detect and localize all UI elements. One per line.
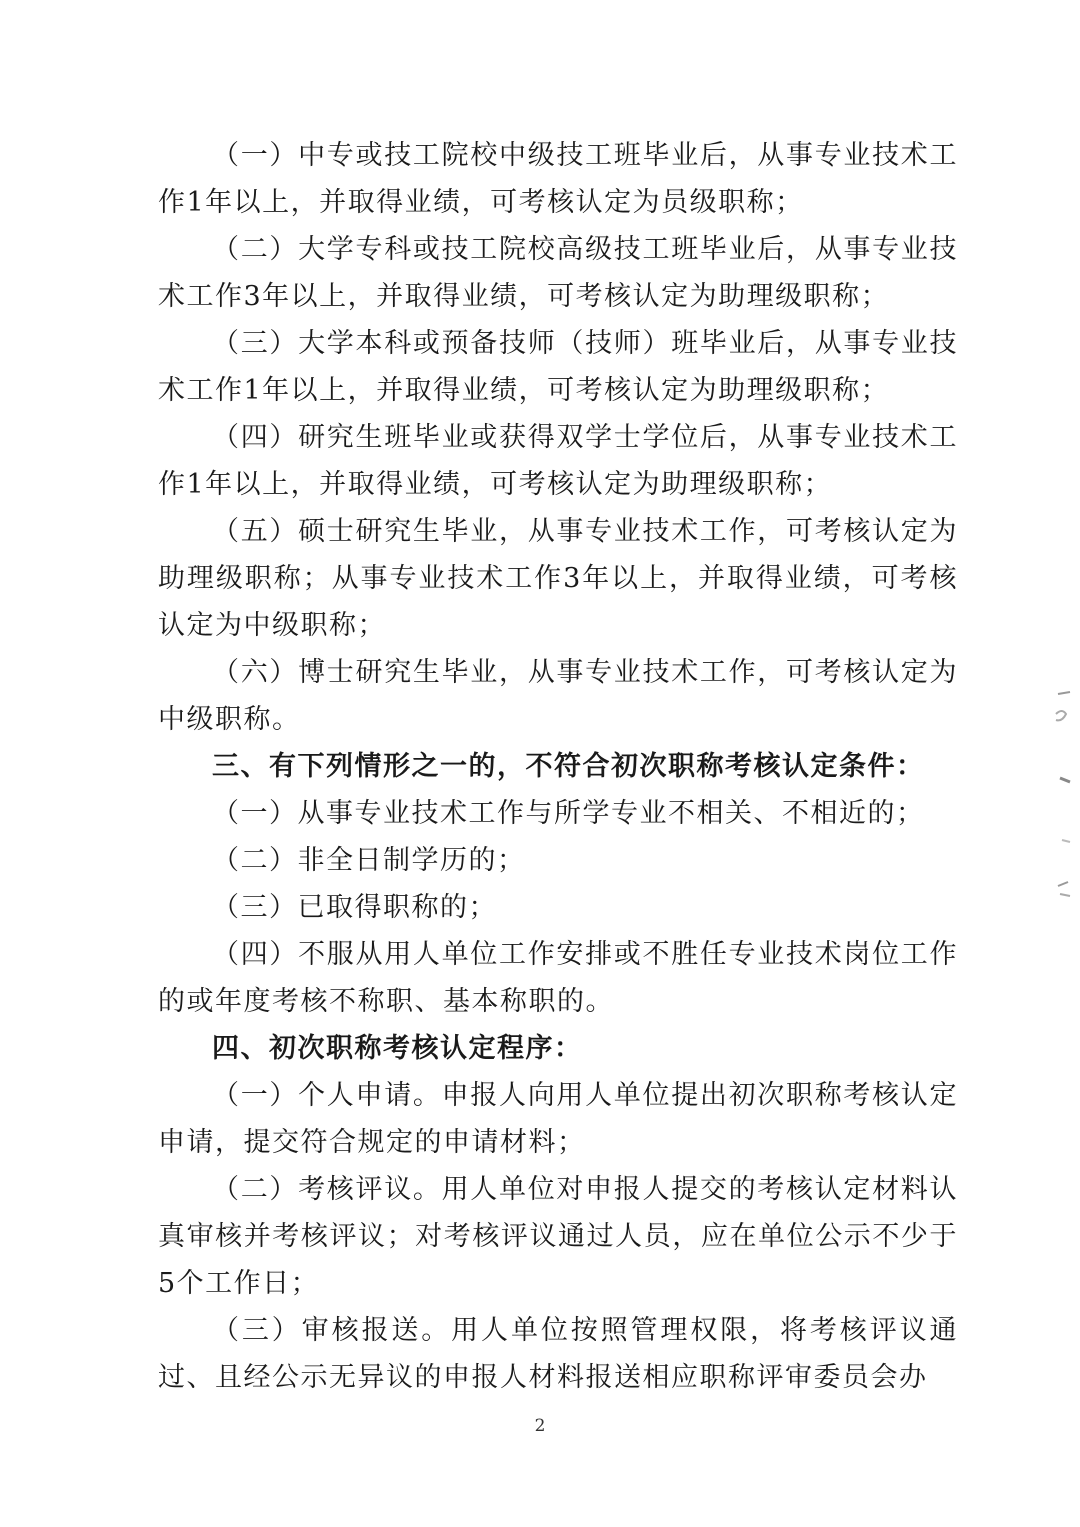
paragraph-13: （三）审核报送。用人单位按照管理权限，将考核评议通过、且经公示无异议的申报人材料报送相应职称评审委员会办 — [158, 1315, 958, 1393]
paragraph-9: （三）已取得职称的； — [212, 892, 497, 923]
paragraph-5: （五）硕士研究生毕业，从事专业技术工作，可考核认定为助理级职称；从事专业技术工作3年以上，并取得业绩，可考核认定为中级职称； — [158, 516, 958, 641]
paragraph-8: （二）非全日制学历的； — [212, 845, 526, 876]
section-heading-3: 三、有下列情形之一的，不符合初次职称考核认定条件： — [212, 751, 925, 782]
scan-artifact-marks — [1040, 690, 1080, 910]
paragraph-11: （一）个人申请。申报人向用人单位提出初次职称考核认定申请，提交符合规定的申请材料； — [158, 1080, 958, 1158]
paragraph-7: （一）从事专业技术工作与所学专业不相关、不相近的； — [212, 798, 925, 829]
section-heading-4: 四、初次职称考核认定程序： — [212, 1033, 583, 1064]
paragraph-1: （一）中专或技工院校中级技工班毕业后，从事专业技术工作1年以上，并取得业绩，可考核认定为员级职称； — [158, 140, 958, 218]
page-number: 2 — [534, 1416, 546, 1436]
paragraph-6: （六）博士研究生毕业，从事专业技术工作，可考核认定为中级职称。 — [158, 657, 958, 735]
document-body — [158, 132, 958, 1401]
paragraph-3: （三）大学本科或预备技师（技师）班毕业后，从事专业技术工作1年以上，并取得业绩，可考核认定为助理级职称； — [158, 328, 958, 406]
paragraph-12: （二）考核评议。用人单位对申报人提交的考核认定材料认真审核并考核评议；对考核评议通过人员，应在单位公示不少于5个工作日； — [158, 1174, 958, 1299]
paragraph-10: （四）不服从用人单位工作安排或不胜任专业技术岗位工作的或年度考核不称职、基本称职的。 — [158, 939, 958, 1017]
paragraph-2: （二）大学专科或技工院校高级技工班毕业后，从事专业技术工作3年以上，并取得业绩，可考核认定为助理级职称； — [158, 234, 958, 312]
paragraph-4: （四）研究生班毕业或获得双学士学位后，从事专业技术工作1年以上，并取得业绩，可考核认定为助理级职称； — [158, 422, 958, 500]
